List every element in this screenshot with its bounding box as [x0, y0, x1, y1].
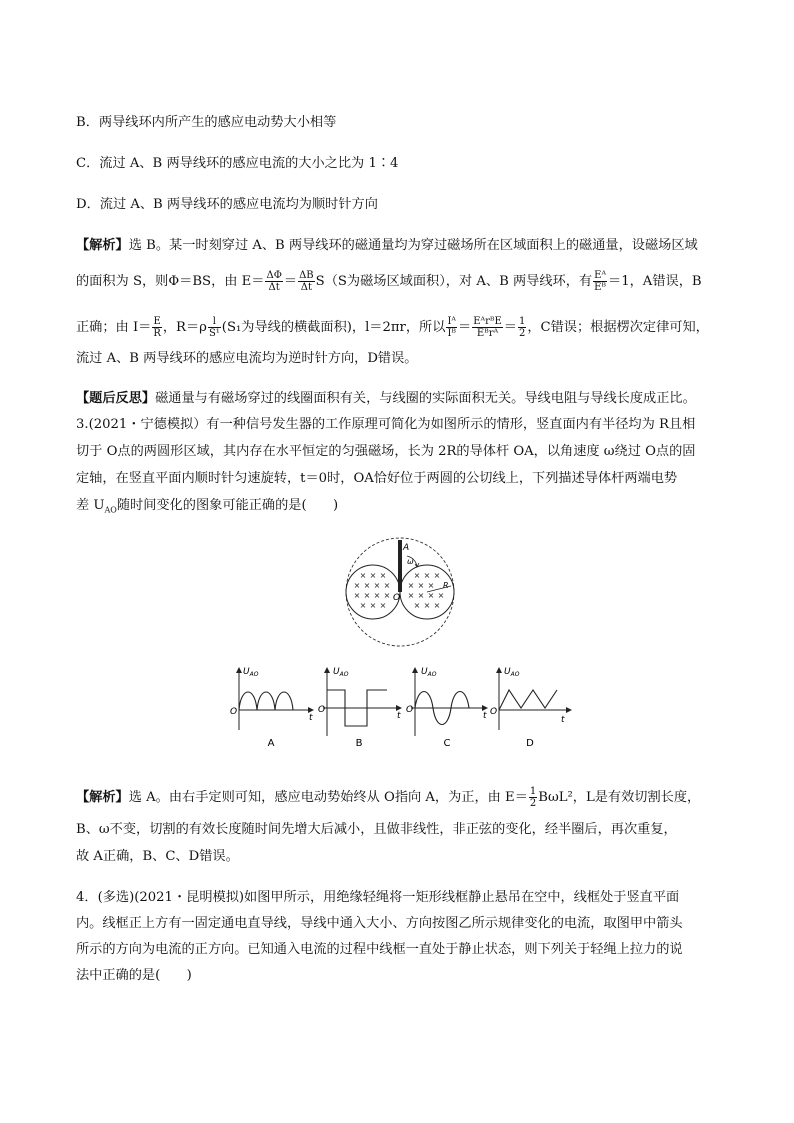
svg-text:O: O — [406, 705, 414, 715]
svg-text:UAO: $U_{AO}$ — [504, 667, 520, 678]
svg-text:×: × — [353, 591, 361, 600]
solution-tag: 【解析】 — [76, 790, 129, 805]
graph-b — [318, 667, 401, 749]
solution-2-line-1: 【解析】选 B。某一时刻穿过 A、B 两导线环的磁通量均为穿过磁场所在区域面积上的磁通量，设磁场区域 — [76, 238, 698, 253]
label-o: O — [393, 593, 401, 603]
question-3-line-3: 定轴，在竖直平面内顺时针匀速旋转，t＝0时，OA恰好位于两圆的公切线上，下列描述导体杆两端电势 — [76, 471, 678, 486]
solution-tag: 【解析】 — [76, 238, 129, 253]
question-3-line-2: 切于 O点的两圆形区域，其内存在水平恒定的匀强磁场，长为 2R的导体杆 OA，以角速度 ω绕过 O点的固 — [76, 444, 696, 459]
svg-text:t: t — [561, 715, 565, 725]
solution-2-line-2: 的面积为 S，则Φ＝BS，由 E＝ $\frac{\Delta\Phi}{\Delta t}$ ＝ $\frac{\Delta B}{\Delta t}$ S（S为磁场区域面积），对 A、B 两导线环，有 $\frac{\text{Eᴬ}}{\text{Eᴮ}}$ ＝1，A错误，B — [76, 270, 702, 293]
label-omega: ω — [407, 557, 414, 566]
svg-text:×: × — [369, 571, 377, 580]
svg-text:t: t — [309, 713, 313, 723]
fraction: $\frac{1}{2}$ — [518, 316, 526, 339]
svg-text:×: × — [427, 591, 435, 600]
svg-text:×: × — [423, 571, 431, 580]
svg-text:×: × — [369, 601, 377, 610]
graph-label: A — [267, 738, 275, 749]
fraction: $\frac{\text{EᴬrᴮE}}{\text{Eᴮrᴬ}}$ — [473, 316, 502, 339]
question-4-line-4: 法中正确的是( ) — [76, 968, 192, 983]
solution-2-line-4: 流过 A、B 两导线环的感应电流均为逆时针方向，D错误。 — [76, 351, 418, 366]
svg-text:×: × — [433, 571, 441, 580]
question-4-line-3: 所示的方向为电流的正方向。已知通入电流的过程中线框一直处于静止状态，则下列关于轻绳上拉力的说 — [76, 942, 683, 957]
solution-3-line-3: 故 A正确，B、C、D错误。 — [76, 849, 239, 864]
svg-text:×: × — [359, 571, 367, 580]
answer-graphs — [225, 660, 575, 755]
fraction: $\frac{\Delta\Phi}{\Delta t}$ — [266, 270, 282, 293]
svg-text:O: O — [490, 707, 498, 717]
label-a: A — [403, 543, 410, 553]
svg-text:×: × — [383, 591, 391, 600]
svg-text:×: × — [363, 591, 371, 600]
fraction: $\frac{\Delta B}{\Delta t}$ — [299, 270, 314, 293]
svg-text:O: O — [318, 705, 326, 715]
fraction: $\frac{l}{\text{S¹}}$ — [208, 316, 220, 339]
question-3-line-4: 差 $U_{AO}$随时间变化的图象可能正确的是( ) — [76, 498, 339, 515]
solution-2-line-3: 正确；由 I＝ $\frac{E}{R}$ ，R＝ρ $\frac{l}{\text{S¹}}$ (S₁为导线的横截面积)，l＝2πr，所以 $\frac{\text{Iᴬ}}{\text{Iᴮ}}$ ＝ $\frac{\text{EᴬrᴮE}}{\text{Eᴮrᴬ}}$ ＝ $\frac{1}{2}$ ，C错误；根据楞次定律可知， — [76, 316, 709, 339]
svg-text:×: × — [423, 601, 431, 610]
reflection-tag: 【题后反思】 — [76, 391, 156, 406]
svg-text:UAO: $U_{AO}$ — [421, 667, 437, 678]
svg-text:×: × — [379, 601, 387, 610]
svg-text:×: × — [427, 581, 435, 590]
svg-text:×: × — [407, 581, 415, 590]
svg-text:×: × — [379, 571, 387, 580]
fraction: $\frac{E}{R}$ — [153, 316, 161, 339]
fraction: $\frac{1}{2}$ — [529, 786, 537, 809]
fraction: $\frac{\text{Iᴬ}}{\text{Iᴮ}}$ — [447, 316, 457, 339]
graph-d — [490, 667, 571, 749]
graph-a — [230, 667, 313, 749]
solution-3-line-1: 【解析】选 A。由右手定则可知，感应电动势始终从 O指向 A，为正，由 E＝ $\frac{1}{2}$ BωL²，L是有效切割长度， — [76, 786, 701, 809]
magnetic-field-figure — [335, 536, 465, 656]
option-d: D．流过 A、B 两导线环的感应电流均为顺时针方向 — [76, 197, 378, 212]
svg-text:O: O — [230, 707, 238, 717]
reflection: 【题后反思】磁通量与有磁场穿过的线圈面积有关，与线圈的实际面积无关。导线电阻与导线长度成正比。 — [76, 391, 696, 406]
svg-text:UAO: $U_{AO}$ — [333, 667, 349, 678]
svg-text:t: t — [397, 711, 401, 721]
svg-text:×: × — [359, 601, 367, 610]
graph-label: C — [443, 738, 451, 749]
svg-text:×: × — [417, 581, 425, 590]
svg-text:×: × — [383, 581, 391, 590]
graph-c — [406, 667, 487, 749]
svg-text:UAO: $U_{AO}$ — [243, 667, 259, 678]
svg-text:×: × — [373, 581, 381, 590]
graph-label: D — [526, 738, 534, 749]
graph-label: B — [355, 738, 363, 749]
question-4-line-1: 4．(多选)(2021・昆明模拟)如图甲所示，用绝缘轻绳将一矩形线框静止悬吊在空中，线框处于竖直平面 — [76, 890, 680, 905]
fraction: $\frac{\text{Eᴬ}}{\text{Eᴮ}}$ — [594, 270, 607, 293]
svg-text:×: × — [373, 591, 381, 600]
label-r: R — [443, 581, 449, 590]
svg-text:×: × — [417, 591, 425, 600]
option-c: C．流过 A、B 两导线环的感应电流的大小之比为 1∶4 — [76, 156, 399, 171]
svg-text:×: × — [437, 591, 445, 600]
svg-text:×: × — [433, 601, 441, 610]
svg-text:×: × — [363, 581, 371, 590]
solution-3-line-2: B、ω不变，切割的有效长度随时间先增大后减小，且做非线性，非正弦的变化，经半圈后，再次重复， — [76, 822, 677, 837]
svg-text:t: t — [483, 711, 487, 721]
option-b: B．两导线环内所产生的感应电动势大小相等 — [76, 115, 337, 130]
svg-text:×: × — [413, 601, 421, 610]
svg-text:×: × — [413, 571, 421, 580]
question-3-line-1: 3.(2021・宁德模拟）有一种信号发生器的工作原理可简化为如图所示的情形，竖直面内有半径均为 R且相 — [76, 417, 696, 432]
svg-text:×: × — [407, 591, 415, 600]
question-4-line-2: 内。线框正上方有一固定通电直导线，导线中通入大小、方向按图乙所示规律变化的电流，取图甲中箭头 — [76, 916, 683, 931]
svg-text:×: × — [353, 581, 361, 590]
